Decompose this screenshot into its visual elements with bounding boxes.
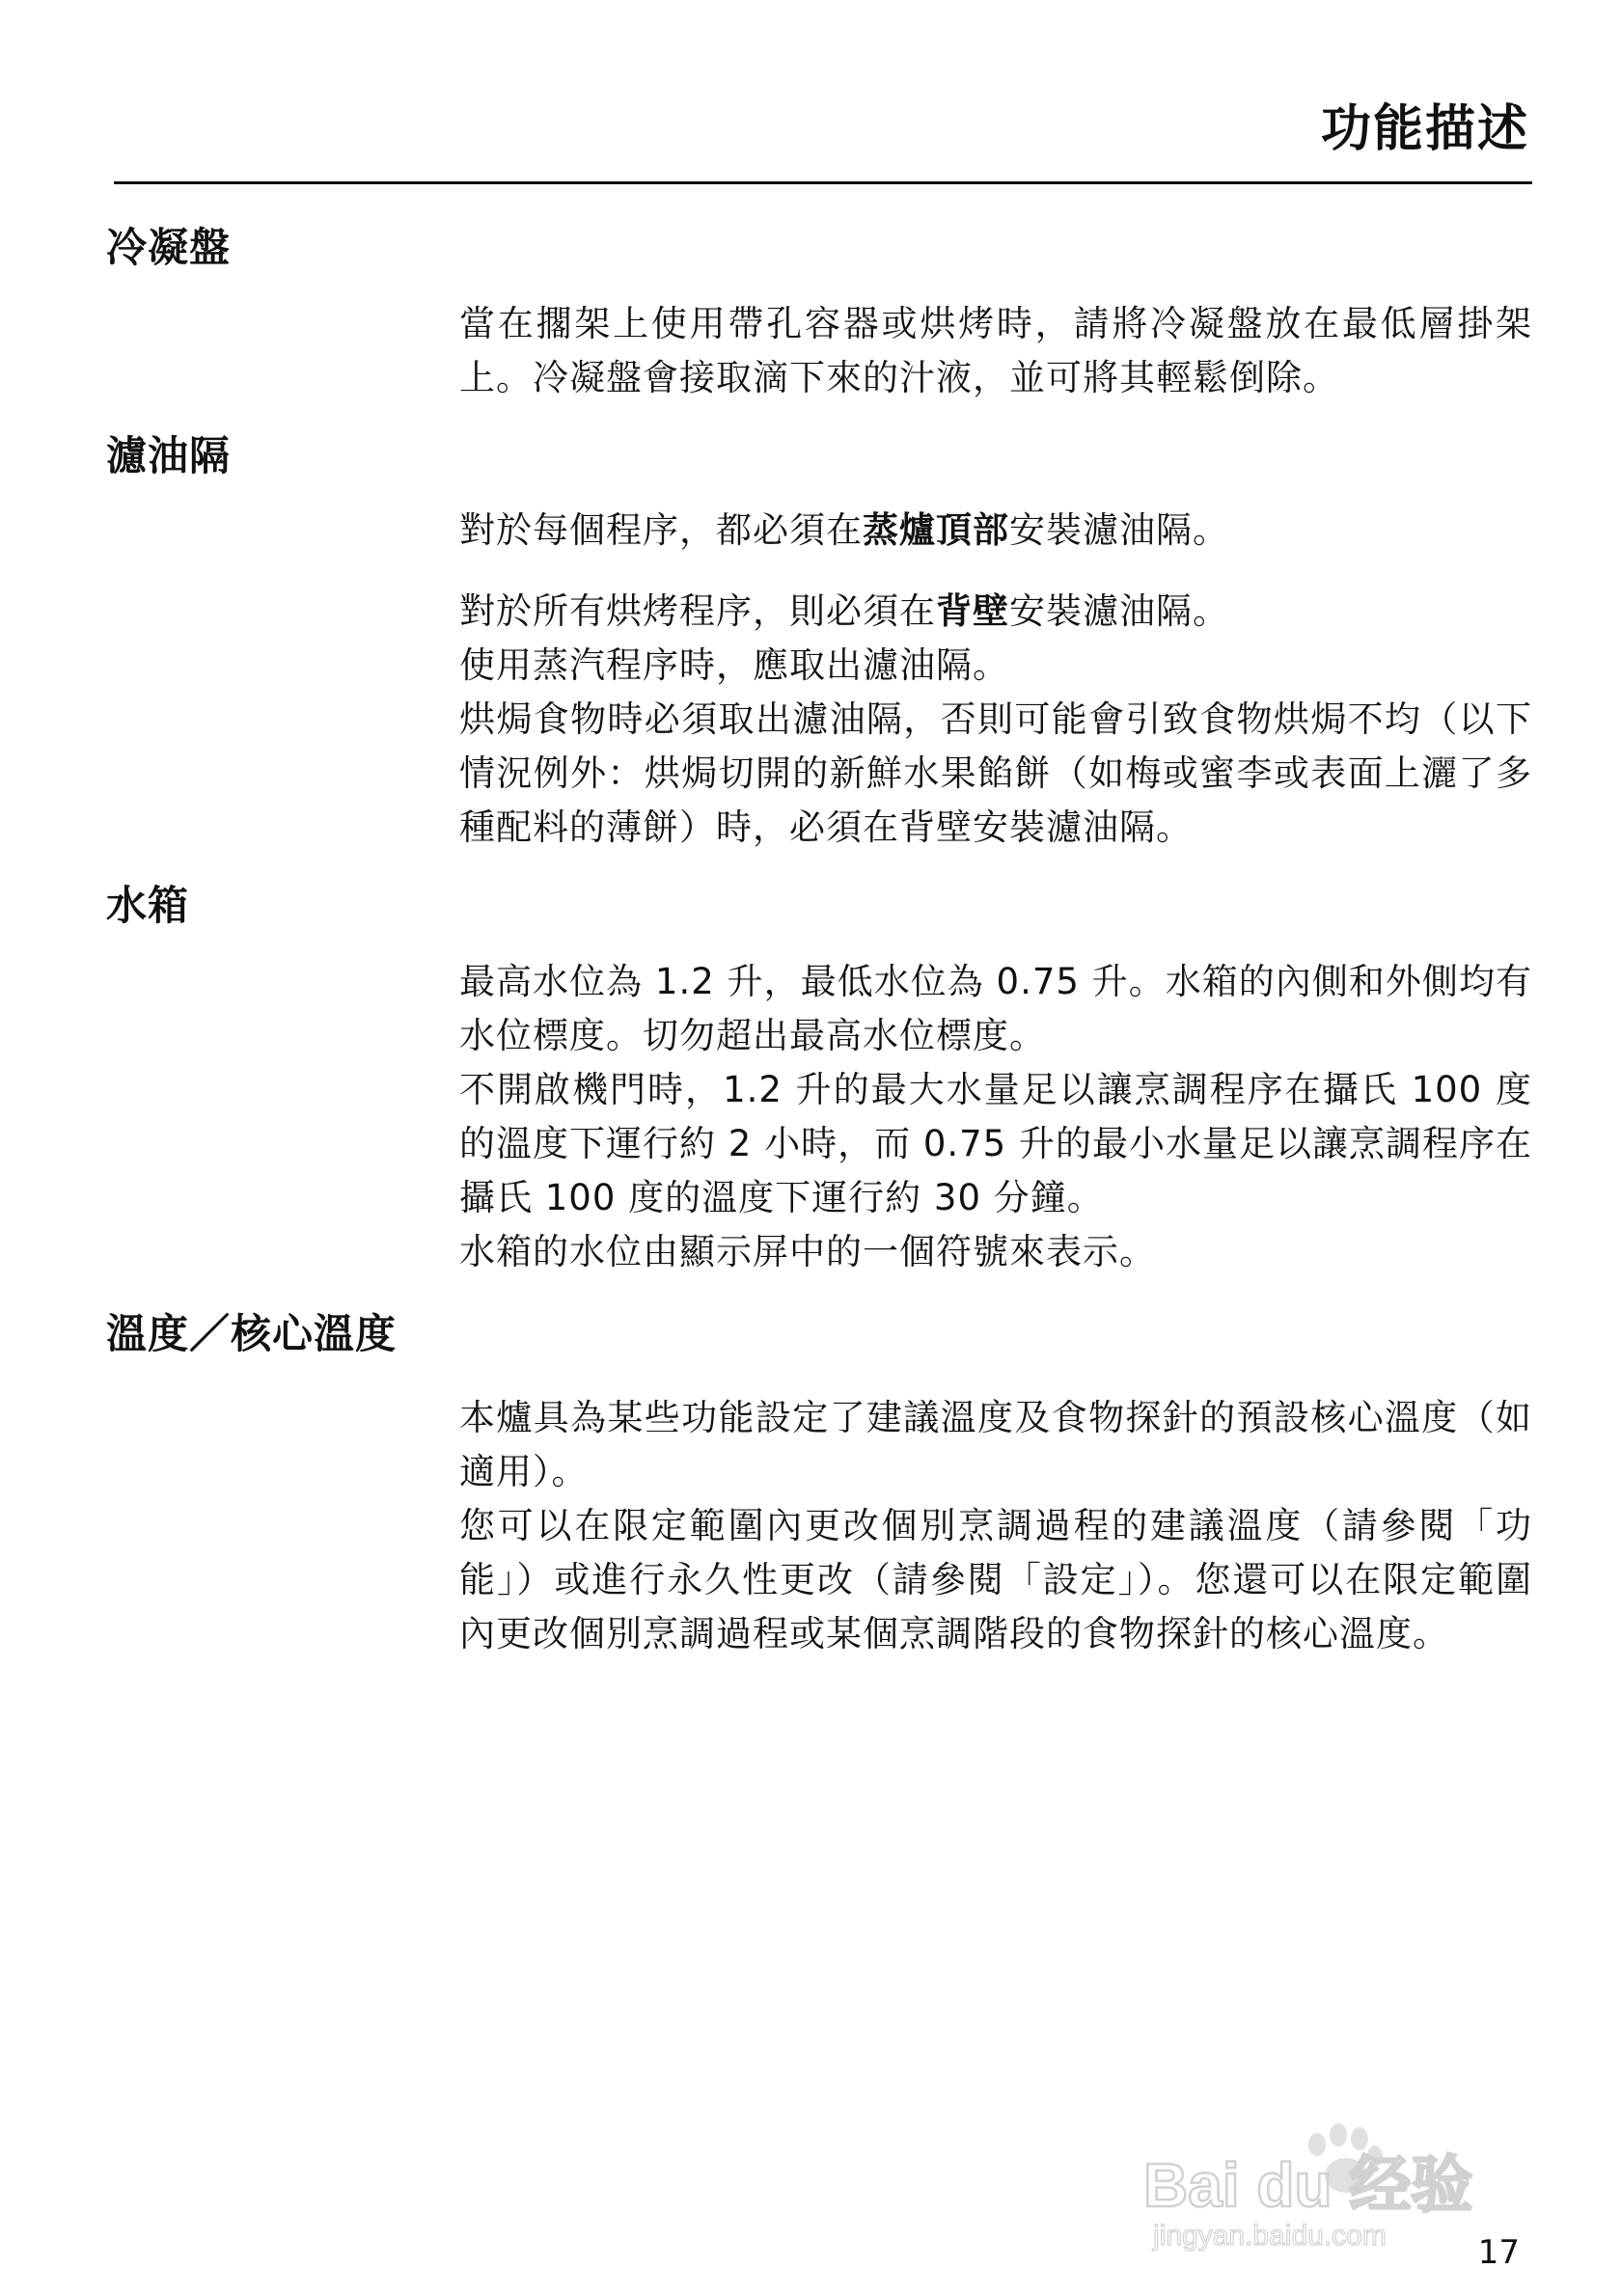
section-body-condensate-tray xyxy=(459,297,1532,405)
header-divider xyxy=(114,181,1532,184)
paragraph: 不開啟機門時，1.2 升的最大水量足以讓烹調程序在攝氏 100 度的溫度下運行約 2 小時，而 0.75 升的最小水量足以讓烹調程序在攝氏 100 度的溫度下運行約 30 分鐘。 xyxy=(459,1069,1532,1218)
section-heading-grease-filter: 濾油隔 xyxy=(106,432,232,479)
baidu-jingyan-watermark xyxy=(1134,2118,1549,2253)
page-title: 功能描述 xyxy=(1320,100,1529,158)
paragraph: 當在擱架上使用帶孔容器或烘烤時，請將冷凝盤放在最低層掛架上。冷凝盤會接取滴下來的汁液，並可將其輕鬆倒除。 xyxy=(459,303,1532,398)
paragraph: 最高水位為 1.2 升，最低水位為 0.75 升。水箱的內側和外側均有水位標度。切勿超出最高水位標度。 xyxy=(459,961,1532,1056)
section-body-temperature xyxy=(459,1391,1532,1661)
paragraph: 本爐具為某些功能設定了建議溫度及食物探針的預設核心溫度（如適用）。 xyxy=(459,1397,1532,1492)
section-heading-condensate-tray: 冷凝盤 xyxy=(106,224,232,271)
paragraph: 您可以在限定範圍內更改個別烹調過程的建議溫度（請參閱「功能」）或進行永久性更改（請參閱「設定」）。您還可以在限定範圍內更改個別烹調過程或某個烹調階段的食物探針的核心溫度。 xyxy=(459,1505,1532,1654)
emphasis-text: 蒸爐頂部 xyxy=(863,509,1009,551)
paragraph: 水箱的水位由顯示屏中的一個符號來表示。 xyxy=(459,1231,1156,1272)
text-run: 對於所有烘烤程序，則必須在 xyxy=(459,590,936,632)
text-run: 安裝濾油隔。 xyxy=(1009,590,1229,632)
paragraph xyxy=(459,585,1532,639)
emphasis-text: 背壁 xyxy=(936,590,1009,632)
text-run: 對於每個程序，都必須在 xyxy=(459,509,863,551)
watermark-brand: Bai du 经验 xyxy=(1143,2150,1473,2220)
section-heading-water-container: 水箱 xyxy=(106,882,190,929)
section-body-grease-filter-cont xyxy=(459,585,1532,855)
paragraph: 烘焗食物時必須取出濾油隔，否則可能會引致食物烘焗不均（以下情況例外：烘焗切開的新鮮水果餡餅（如梅或蜜李或表面上灑了多種配料的薄餅）時，必須在背壁安裝濾油隔。 xyxy=(459,698,1532,848)
page-number: 17 xyxy=(1477,2233,1520,2272)
section-body-water-container xyxy=(459,955,1532,1279)
section-body-grease-filter xyxy=(459,504,1532,558)
watermark-url: jingyan.baidu.com xyxy=(1153,2220,1387,2252)
paragraph: 使用蒸汽程序時，應取出濾油隔。 xyxy=(459,644,1009,686)
section-heading-temperature: 溫度／核心溫度 xyxy=(106,1310,398,1357)
text-run: 安裝濾油隔。 xyxy=(1009,509,1229,551)
paragraph xyxy=(459,504,1532,558)
